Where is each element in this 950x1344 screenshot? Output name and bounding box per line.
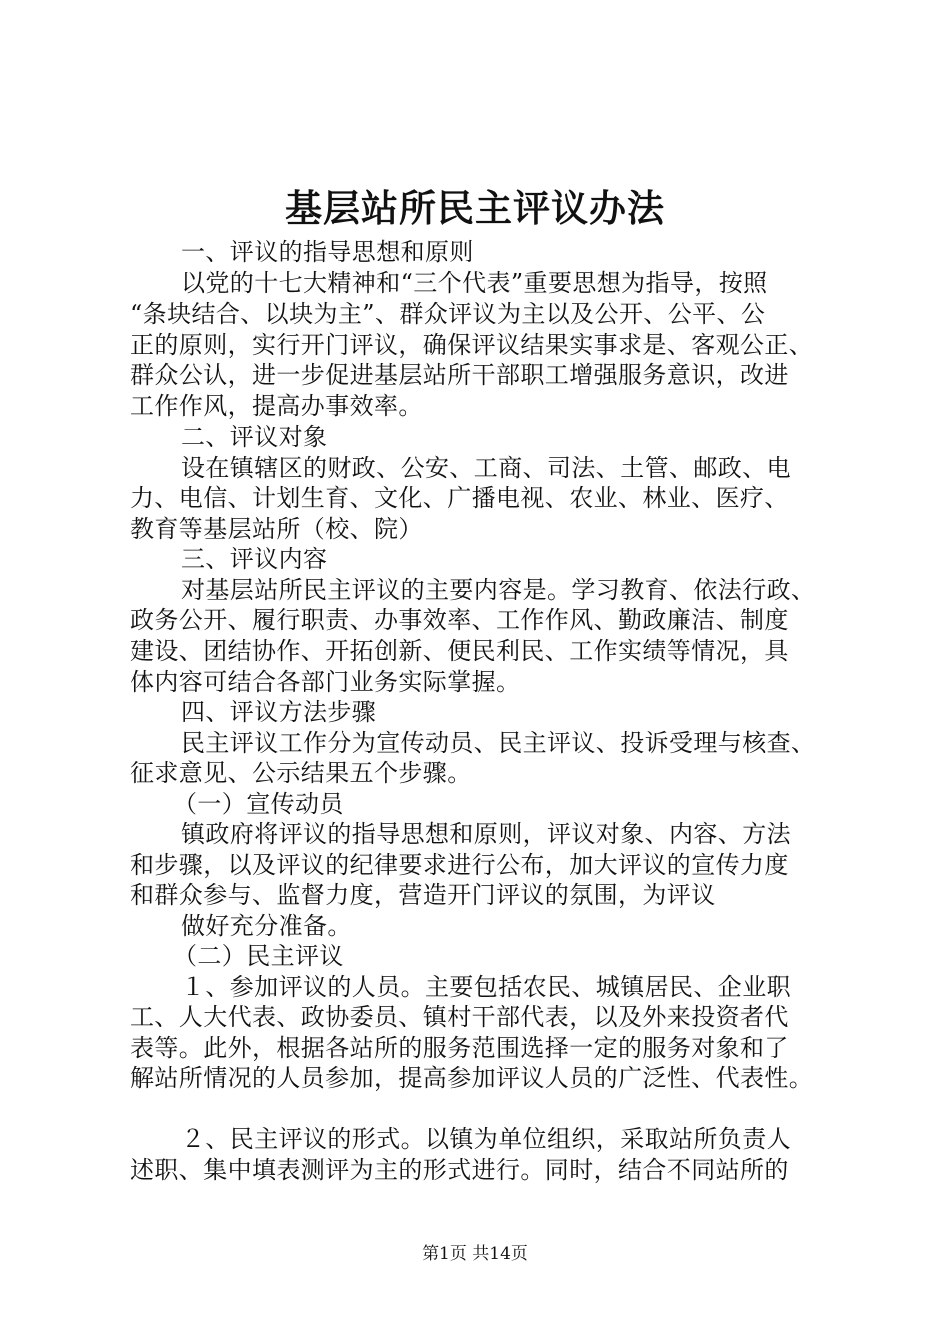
paragraph-line: 表等。此外，根据各站所的服务范围选择一定的服务对象和了 (130, 1034, 789, 1062)
paragraph-line: 述职、集中填表测评为主的形式进行。同时，结合不同站所的 (130, 1156, 789, 1184)
paragraph-line: 群众公认，进一步促进基层站所干部职工增强服务意识，改进 (130, 361, 789, 389)
paragraph-line: 以党的十七大精神和“三个代表”重要思想为指导，按照 (181, 269, 768, 297)
paragraph-line: “条块结合、以块为主”、群众评议为主以及公开、公平、公 (130, 300, 766, 328)
paragraph-line: 和群众参与、监督力度，营造开门评议的氛围，为评议 (130, 881, 716, 909)
paragraph-line: 建设、团结协作、开拓创新、便民利民、工作实绩等情况，具 (130, 637, 789, 665)
paragraph-line: 设在镇辖区的财政、公安、工商、司法、土管、邮政、电 (181, 454, 791, 482)
paragraph-line: 解站所情况的人员参加，提高参加评议人员的广泛性、代表性。 (130, 1064, 814, 1092)
subsection-heading: （二）民主评议 (173, 942, 344, 970)
paragraph-line: 征求意见、公示结果五个步骤。 (130, 759, 472, 787)
paragraph-line: 政务公开、履行职责、办事效率、工作作风、勤政廉洁、制度 (130, 606, 789, 634)
section-heading: 三、评议内容 (181, 545, 328, 573)
paragraph-line: １、参加评议的人员。主要包括农民、城镇居民、企业职 (181, 973, 791, 1001)
paragraph-line: ２、民主评议的形式。以镇为单位组织，采取站所负责人 (181, 1125, 791, 1153)
page-number-footer: 第1页 共14页 (422, 1244, 528, 1264)
paragraph-line: 工作作风，提高办事效率。 (130, 392, 423, 420)
section-heading: 二、评议对象 (181, 423, 328, 451)
document-title: 基层站所民主评议办法 (285, 186, 665, 230)
paragraph-line: 镇政府将评议的指导思想和原则，评议对象、内容、方法 (181, 820, 791, 848)
paragraph-line: 和步骤，以及评议的纪律要求进行公布，加大评议的宣传力度 (130, 851, 789, 879)
section-heading: 四、评议方法步骤 (181, 698, 377, 726)
paragraph-line: 对基层站所民主评议的主要内容是。学习教育、依法行政、 (181, 576, 816, 604)
section-heading: 一、评议的指导思想和原则 (181, 238, 474, 266)
subsection-heading: （一）宣传动员 (173, 790, 344, 818)
paragraph-line: 教育等基层站所（校、院） (130, 515, 423, 543)
paragraph-line: 做好充分准备。 (181, 912, 352, 940)
paragraph-line: 民主评议工作分为宣传动员、民主评议、投诉受理与核查、 (181, 729, 816, 757)
paragraph-line: 体内容可结合各部门业务实际掌握。 (130, 668, 521, 696)
paragraph-line: 工、人大代表、政协委员、镇村干部代表，以及外来投资者代 (130, 1003, 789, 1031)
paragraph-line: 正的原则，实行开门评议，确保评议结果实事求是、客观公正、 (130, 331, 814, 359)
paragraph-line: 力、电信、计划生育、文化、广播电视、农业、林业、医疗、 (130, 484, 789, 512)
